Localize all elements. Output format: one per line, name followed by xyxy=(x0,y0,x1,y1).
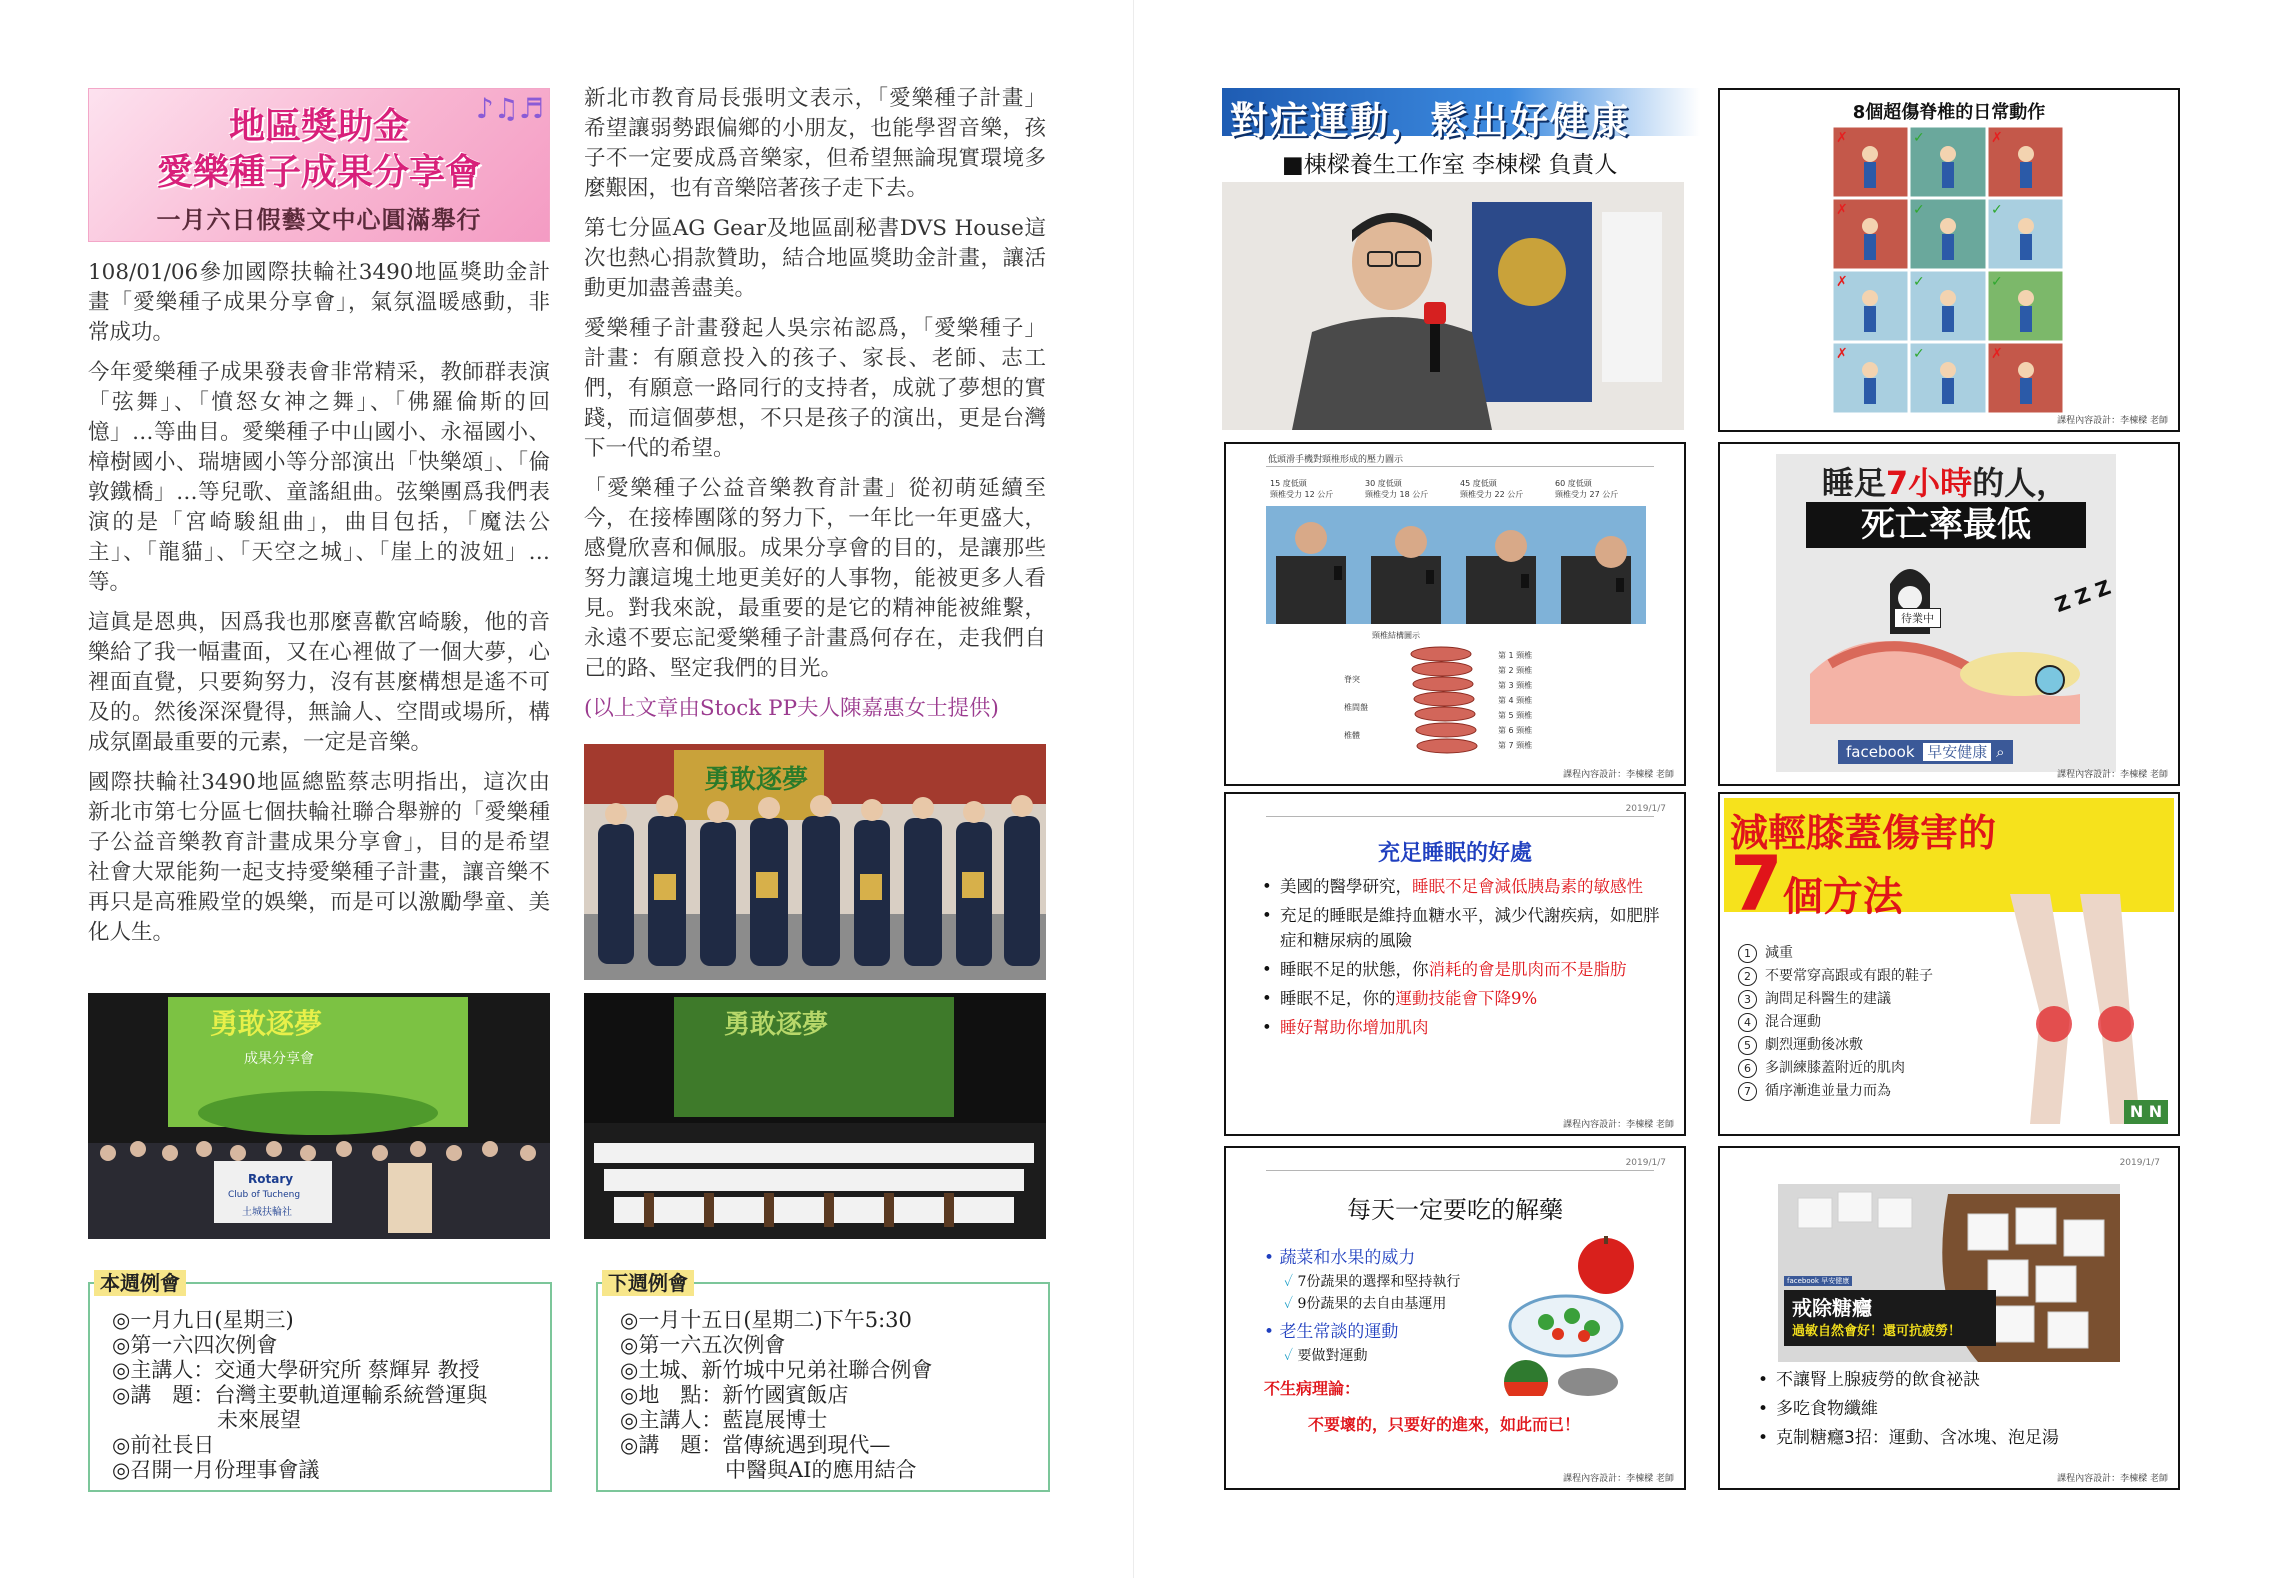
slide-footer: 課程內容設計：李棟樑 老師 xyxy=(1563,770,1674,780)
article-credit: (以上文章由Stock PP夫人陳嘉惠女士提供) xyxy=(584,696,999,721)
slide-rule xyxy=(1266,466,1654,467)
spine-label: 第 1 頸椎 xyxy=(1498,651,1533,660)
remedy-sub-1: ✓ 7份蔬果的選擇和堅持執行 xyxy=(1284,1274,1461,1290)
article-column-a xyxy=(88,258,550,958)
spine-slide-title: 8個超傷脊椎的日常動作 xyxy=(1852,102,2046,123)
slide-sleep-benefits xyxy=(1224,792,1686,1136)
group-photo xyxy=(584,744,1046,980)
sugar-subtitle: 過敏自然會好！還可抗疲勞！ xyxy=(1792,1324,1962,1339)
slide-footer: 課程內容設計：李棟樑 老師 xyxy=(1563,1474,1674,1484)
remedy-sub-2: ✓ 9份蔬果的去自由基運用 xyxy=(1284,1296,1447,1312)
svg-text:✓: ✓ xyxy=(1991,202,2003,218)
zzz-icon: Z Z Z xyxy=(2051,574,2114,618)
spine-label: 第 3 頸椎 xyxy=(1498,681,1533,690)
event-banner xyxy=(88,88,550,242)
neck-angle: 15 度低頭 xyxy=(1270,479,1307,488)
spine-label: 椎間盤 xyxy=(1344,703,1368,712)
meeting-item: ◎主講人：交通大學研究所 蔡輝昇 教授 xyxy=(112,1358,480,1382)
facebook-badge xyxy=(1838,740,2013,764)
neck-header: 低頭滑手機對頸椎形成的壓力圖示 xyxy=(1268,455,1404,465)
remedy-heading-2: • 老生常談的運動 xyxy=(1264,1322,1399,1342)
orchestra-photo xyxy=(584,993,1046,1239)
slide-knee-methods xyxy=(1718,792,2180,1136)
sleep-benefit-item: • 充足的睡眠是維持血糖水平，減少代謝疾病，如肥胖症和糖尿病的風險 xyxy=(1262,903,1662,953)
knee-method-item: 4 混合運動 xyxy=(1738,1011,1933,1034)
slide-footer: 課程內容設計：李棟樑 老師 xyxy=(2057,1474,2168,1484)
spine-left-labels xyxy=(1344,666,1368,750)
sleep-benefit-item: • 美國的醫學研究，睡眠不足會減低胰島素的敏感性 xyxy=(1262,874,1662,899)
neck-load: 頸椎受力 27 公斤 xyxy=(1555,490,1619,499)
banner-subtitle: 一月六日假藝文中心圓滿舉行 xyxy=(156,205,482,234)
article-paragraph: 今年愛樂種子成果發表會非常精采，教師群表演「弦舞」、「憤怒女神之舞」、「佛羅倫斯的回憶」…等曲目。愛樂種子中山國小、永福國小、樟樹國小、瑞塘國小等分部演出「快樂頌」、「倫敦鐵橋」…等兒歌、童謠組曲。弦樂團爲我們表演的是「宮崎駿組曲」，曲目包括，「魔法公主」、「龍貓」、「天空之城」、「崖上的波妞」…等。 xyxy=(88,360,550,595)
brand-logo: N N xyxy=(2124,1100,2168,1124)
slide-daily-remedy xyxy=(1224,1146,1686,1490)
spine-label: 第 2 頸椎 xyxy=(1498,666,1533,675)
spine-label: 第 5 頸椎 xyxy=(1498,711,1533,720)
meeting-item: ◎召開一月份理事會議 xyxy=(112,1458,320,1482)
neck-load: 頸椎受力 22 公斤 xyxy=(1460,490,1524,499)
svg-text:✓: ✓ xyxy=(1913,346,1925,362)
spine-label: 椎體 xyxy=(1344,731,1360,740)
next-week-tag: 下週例會 xyxy=(602,1270,694,1296)
svg-text:✗: ✗ xyxy=(1991,346,2003,362)
sugar-tip-item: • 不讓腎上腺疲勞的飲食祕訣 xyxy=(1758,1366,2158,1395)
banner-title-line1: 地區獎助金 xyxy=(228,106,409,147)
page-divider xyxy=(1133,0,1134,1578)
meeting-item: ◎一月九日(星期三) xyxy=(112,1308,294,1332)
sugar-tip-item: • 克制糖癮3招：運動、含冰塊、泡足湯 xyxy=(1758,1424,2158,1453)
fruit-vegetable-illustration xyxy=(1496,1236,1646,1396)
facebook-page-name: 早安健康 xyxy=(1923,743,1991,761)
knee-method-item: 5 劇烈運動後冰敷 xyxy=(1738,1034,1933,1057)
knee-method-item: 7 循序漸進並量力而為 xyxy=(1738,1080,1933,1103)
meeting-item: ◎土城、新竹城中兄弟社聯合例會 xyxy=(620,1358,933,1382)
sleep-benefits-list xyxy=(1262,874,1662,1040)
neck-load: 頸椎受力 18 公斤 xyxy=(1365,490,1429,499)
slide-rule xyxy=(1266,816,1654,817)
hero-title-bar xyxy=(1222,88,1700,143)
spine-label: 脊突 xyxy=(1344,675,1360,684)
spine-right-labels xyxy=(1498,648,1532,753)
backdrop-text: 勇敢逐夢 xyxy=(704,765,809,795)
slide-sleep-7-hours xyxy=(1718,442,2180,786)
next-week-meeting xyxy=(596,1271,1050,1492)
neck-angle: 45 度低頭 xyxy=(1460,479,1497,488)
slide-neck-pressure xyxy=(1224,442,1686,786)
speaker-photo xyxy=(1222,182,1684,430)
remedy-title: 每天一定要吃的解藥 xyxy=(1347,1196,1563,1224)
sugar-tips-list xyxy=(1758,1366,2158,1453)
knee-method-item: 6 多訓練膝蓋附近的肌肉 xyxy=(1738,1057,1933,1080)
sleep-benefits-title: 充足睡眠的好處 xyxy=(1377,840,1532,866)
meeting-item: ◎地 點：新竹國賓飯店 xyxy=(620,1383,849,1407)
spine-label: 第 6 頸椎 xyxy=(1498,726,1533,735)
slide-rule xyxy=(1266,1170,1654,1171)
sleep-benefit-item: • 睡好幫助你增加肌肉 xyxy=(1262,1015,1662,1040)
sleep-pre: 睡足 xyxy=(1821,464,1886,502)
article-column-b xyxy=(584,84,1046,734)
meeting-item: ◎講 題：當傳統遇到現代— xyxy=(620,1433,891,1457)
stage-screen-sub: 成果分享會 xyxy=(244,1051,314,1067)
sleep-hours: 7小時 xyxy=(1885,464,1973,502)
slide-footer: 課程內容設計：李棟樑 老師 xyxy=(2057,416,2168,426)
spine-label: 第 7 頸椎 xyxy=(1498,741,1533,750)
article-paragraph: 「愛樂種子公益音樂教育計畫」從初萌延續至今，在接棒團隊的努力下，一年比一年更盛大，感覺欣喜和佩服。成果分享會的目的，是讓那些努力讓這塊土地更美好的人事物，能被更多人看見。對我來說，最重要的是它的精神能被維繫，永遠不要忘記愛樂種子計畫爲何存在，走我們自己的路、堅定我們的目光。 xyxy=(584,476,1046,681)
svg-text:✓: ✓ xyxy=(1913,274,1925,290)
svg-text:✓: ✓ xyxy=(1913,130,1925,146)
meeting-item: 中醫與AI的應用結合 xyxy=(620,1458,917,1482)
left-page xyxy=(0,0,1134,1578)
neck-load: 頸椎受力 12 公斤 xyxy=(1270,490,1334,499)
spine-illustration-grid xyxy=(1832,126,2064,416)
sugar-title: 戒除糖癮 xyxy=(1792,1296,1872,1320)
article-paragraph: 第七分區AG Gear及地區副秘書DVS House這次也熱心捐款贊助，結合地區獎助金計畫，讓活動更加盡善盡美。 xyxy=(584,216,1046,301)
svg-text:✗: ✗ xyxy=(1836,130,1848,146)
slide-date: 2019/1/7 xyxy=(1625,1158,1666,1168)
slide-footer: 課程內容設計：李棟樑 老師 xyxy=(2057,770,2168,780)
this-week-tag: 本週例會 xyxy=(94,1270,186,1296)
rotary-banner-club: Club of Tucheng xyxy=(228,1190,301,1200)
sleep-poster-line2: 死亡率最低 xyxy=(1806,502,2086,548)
remedy-red-1: 不生病理論： xyxy=(1264,1379,1361,1398)
knee-title-suffix: 個方法 xyxy=(1782,874,1903,920)
knee-legs-illustration xyxy=(1970,894,2160,1124)
banner-title-line2: 愛樂種子成果分享會 xyxy=(156,152,481,193)
sleep-post: 的人， xyxy=(1972,464,2069,502)
meeting-item: ◎第一六五次例會 xyxy=(620,1333,786,1357)
svg-text:✓: ✓ xyxy=(1991,274,2003,290)
knee-methods-list xyxy=(1738,942,1933,1103)
sugar-tip-item: • 多吃食物纖維 xyxy=(1758,1395,2158,1424)
slide-date: 2019/1/7 xyxy=(2119,1158,2160,1168)
sleep-benefit-item: • 睡眠不足，你的運動技能會下降9% xyxy=(1262,986,1662,1011)
svg-text:✗: ✗ xyxy=(1836,346,1848,362)
meeting-item: ◎主講人：藍崑展博士 xyxy=(620,1408,828,1432)
article-paragraph: 新北市教育局長張明文表示，「愛樂種子計畫」希望讓弱勢跟偏鄉的小朋友，也能學習音樂，孩子不一定要成爲音樂家，但希望無論現實環境多麼艱困，也有音樂陪著孩子走下去。 xyxy=(584,86,1046,201)
cervical-spine-illustration xyxy=(1396,644,1486,764)
stage-photo xyxy=(88,993,550,1239)
knee-title-line2 xyxy=(1730,839,1903,928)
article-paragraph: 國際扶輪社3490地區總監蔡志明指出，這次由新北市第七分區七個扶輪社聯合舉辦的「愛樂種子公益音樂教育計畫成果分享會」，目的是希望社會大眾能夠一起支持愛樂種子計畫，讓音樂不再只是高雅殿堂的娛樂，而是可以激勵學童、美化人生。 xyxy=(88,770,550,945)
svg-text:✗: ✗ xyxy=(1991,130,2003,146)
hero-subtitle: ■棟樑養生工作室 李棟樑 負責人 xyxy=(1282,152,1618,178)
facebook-label: facebook xyxy=(1846,743,1915,761)
meeting-item: ◎一月十五日(星期二)下午5:30 xyxy=(620,1308,912,1332)
facebook-small-badge: facebook 早安健康 xyxy=(1784,1276,1852,1286)
music-notes-icon: ♪♫♬ xyxy=(475,92,544,125)
next-week-list xyxy=(598,1284,1048,1483)
svg-text:✗: ✗ xyxy=(1836,274,1848,290)
sleep-benefit-item: • 睡眠不足的狀態，你消耗的會是肌肉而不是脂肪 xyxy=(1262,957,1662,982)
knee-method-item: 3 詢問足科醫生的建議 xyxy=(1738,988,1933,1011)
knee-method-item: 2 不要常穿高跟或有跟的鞋子 xyxy=(1738,965,1933,988)
svg-text:✓: ✓ xyxy=(1913,202,1925,218)
spine-label: 第 4 頸椎 xyxy=(1498,696,1533,705)
meeting-item: ◎講 題：台灣主要軌道運輸系統營運與 xyxy=(112,1383,488,1407)
slide-spine-actions xyxy=(1718,88,2180,432)
slide-sugar-addiction xyxy=(1718,1146,2180,1490)
remedy-red-2: 不要壞的，只要好的進來，如此而已！ xyxy=(1308,1415,1581,1434)
sleep-tag: 待業中 xyxy=(1894,608,1941,628)
neck-posture-photos xyxy=(1266,506,1646,624)
meeting-item: ◎第一六四次例會 xyxy=(112,1333,278,1357)
neck-angle: 30 度低頭 xyxy=(1365,479,1402,488)
neck-sub-header: 頸椎結構圖示 xyxy=(1372,631,1420,640)
this-week-list xyxy=(90,1284,550,1483)
this-week-meeting xyxy=(88,1271,552,1492)
orch-screen-text: 勇敢逐夢 xyxy=(724,1010,829,1040)
neck-angle: 60 度低頭 xyxy=(1555,479,1592,488)
slide-date: 2019/1/7 xyxy=(1625,804,1666,814)
rotary-banner-text: Rotary xyxy=(248,1172,294,1186)
knee-title-number: 7 xyxy=(1730,839,1783,928)
meeting-item: 未來展望 xyxy=(112,1408,301,1432)
meeting-item: ◎前社長日 xyxy=(112,1433,215,1457)
remedy-sub-3: ✓ 要做對運動 xyxy=(1284,1348,1368,1364)
hero-title: 對症運動，鬆出好健康 xyxy=(1230,99,1631,143)
article-paragraph: 108/01/06參加國際扶輪社3490地區獎助金計畫「愛樂種子成果分享會」，氣氛溫暖感動，非常成功。 xyxy=(88,260,550,345)
knee-method-item: 1 減重 xyxy=(1738,942,1933,965)
article-paragraph: 這眞是恩典，因爲我也那麼喜歡宮崎駿，他的音樂給了我一幅畫面，又在心裡做了一個大夢，心裡面直覺，只要夠努力，沒有甚麼構想是遙不可及的。然後深深覺得，無論人、空間或場所，構成氛圍最重要的元素，一定是音樂。 xyxy=(88,610,550,755)
remedy-heading-1: • 蔬菜和水果的威力 xyxy=(1264,1248,1416,1268)
knee-title-line1: 減輕膝蓋傷害的 xyxy=(1730,811,1997,855)
stage-screen-text: 勇敢逐夢 xyxy=(210,1007,323,1040)
slide-footer: 課程內容設計：李棟樑 老師 xyxy=(1563,1120,1674,1130)
rotary-banner-chinese: 土城扶輪社 xyxy=(242,1207,292,1218)
sleep-poster-line1 xyxy=(1780,458,2110,504)
sleeping-person-illustration xyxy=(1790,554,2100,734)
article-paragraph: 愛樂種子計畫發起人吳宗祐認爲，「愛樂種子」計畫：有願意投入的孩子、家長、老師、志工們，有願意一路同行的支持者，成就了夢想的實踐，而這個夢想，不只是孩子的演出，更是台灣下一代的希望。 xyxy=(584,316,1046,461)
svg-text:✗: ✗ xyxy=(1836,202,1848,218)
search-icon: ⌕ xyxy=(1996,743,2005,761)
